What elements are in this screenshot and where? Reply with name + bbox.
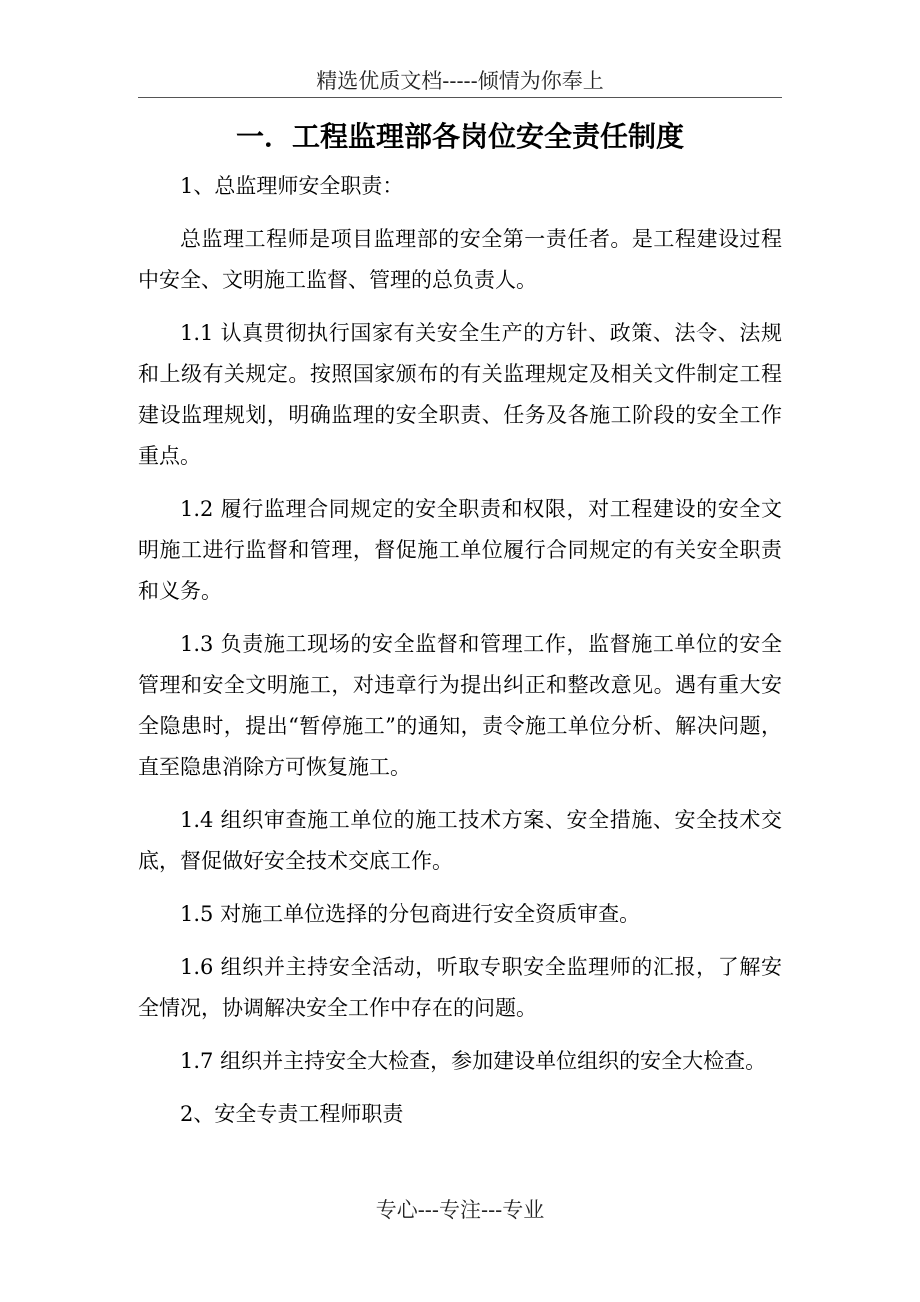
paragraph-1-2: 1.2 履行监理合同规定的安全职责和权限，对工程建设的安全文明施工进行监督和管理，督促施工单位履行合同规定的有关安全职责和义务。 (138, 497, 782, 603)
paragraph-1-6: 1.6 组织并主持安全活动，听取专职安全监理师的汇报，了解安全情况，协调解决安全工作中存在的问题。 (138, 955, 782, 1020)
document-title: 一．工程监理部各岗位安全责任制度 (235, 120, 684, 153)
paragraph-1-7: 1.7 组织并主持安全大检查，参加建设单位组织的安全大检查。 (180, 1049, 767, 1073)
document-body (138, 166, 782, 1147)
paragraph-1-1: 1.1 认真贯彻执行国家有关安全生产的方针、政策、法令、法规和上级有关规定。按照国家颁布的有关监理规定及相关文件制定工程建设监理规划，明确监理的安全职责、任务及各施工阶段的安全工作重点。 (138, 321, 782, 468)
paragraph-intro: 总监理工程师是项目监理部的安全第一责任者。是工程建设过程中安全、文明施工监督、管理的总负责人。 (138, 227, 782, 292)
section-heading-2: 2、安全专责工程师职责 (180, 1102, 404, 1126)
paragraph-1-5: 1.5 对施工单位选择的分包商进行安全资质审查。 (180, 902, 641, 926)
paragraph-1-3: 1.3 负责施工现场的安全监督和管理工作，监督施工单位的安全管理和安全文明施工，对违章行为提出纠正和整改意见。遇有重大安全隐患时，提出“暂停施工”的通知，责令施工单位分析、解决问题，直至隐患消除方可恢复施工。 (138, 632, 782, 779)
running-footer: 专心---专注---专业 (375, 1198, 545, 1222)
header-divider (138, 97, 782, 98)
section-heading-1: 1、总监理师安全职责： (180, 174, 404, 198)
paragraph-1-4: 1.4 组织审查施工单位的施工技术方案、安全措施、安全技术交底，督促做好安全技术交底工作。 (138, 808, 782, 873)
running-header: 精选优质文档-----倾情为你奉上 (316, 69, 604, 93)
